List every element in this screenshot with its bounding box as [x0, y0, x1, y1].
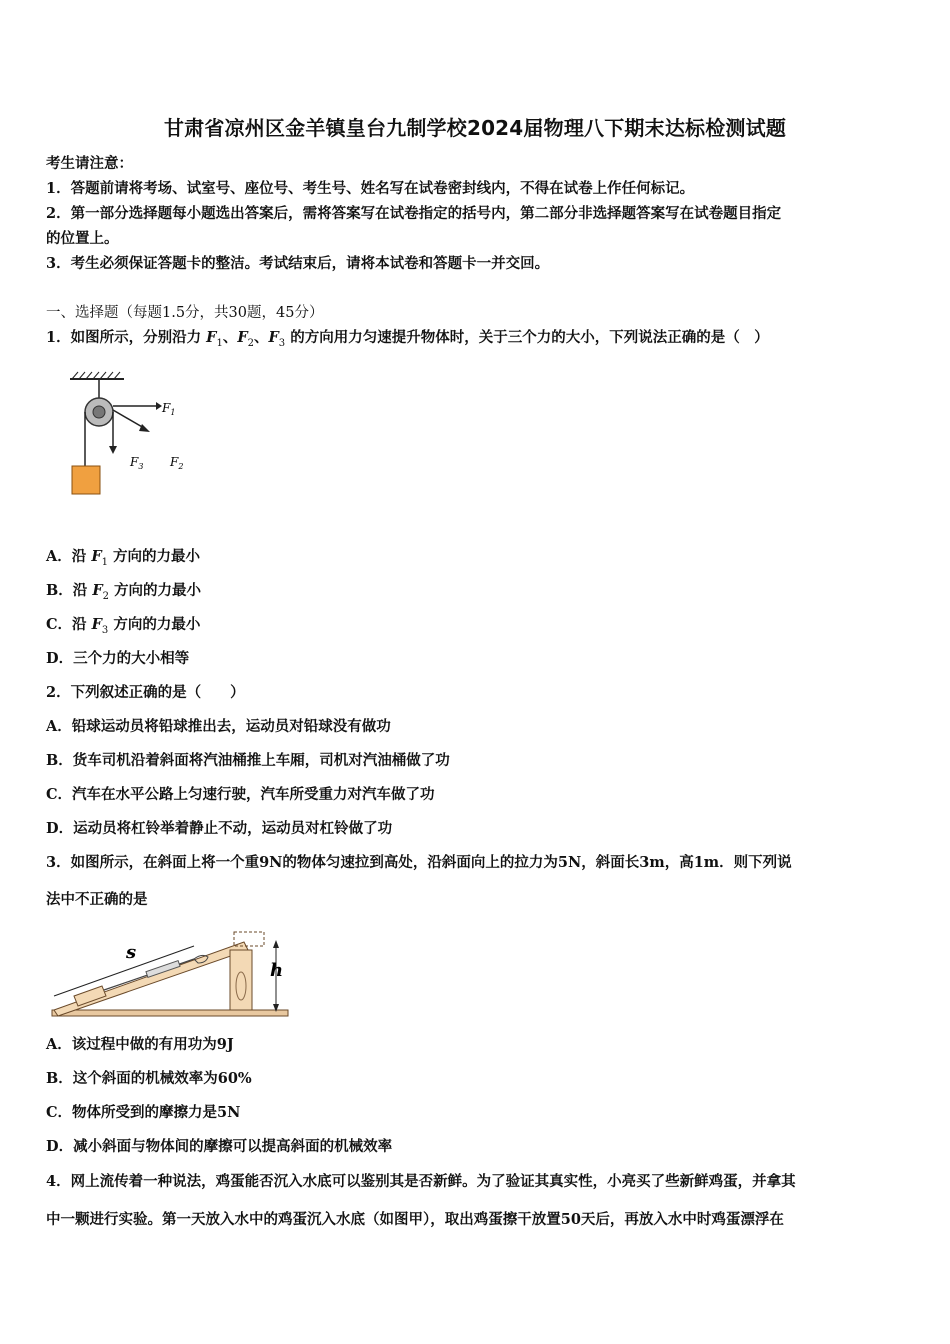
q2-option-d: D．运动员将杠铃举着静止不动，运动员对杠铃做了功	[46, 820, 393, 837]
pulley-figure	[62, 370, 202, 502]
q1-f1-sub: 1	[216, 337, 223, 349]
support-block	[230, 950, 252, 1010]
pulley-axle	[93, 406, 105, 418]
q1-f3: F	[268, 329, 279, 346]
label-f1: $F_1$	[162, 401, 176, 417]
label-f3: $F_3$	[130, 455, 144, 471]
q2-option-a: A．铅球运动员将铅球推出去，运动员对铅球没有做功	[46, 718, 391, 735]
q3-option-c: C．物体所受到的摩擦力是5N	[46, 1104, 241, 1121]
incline-plank	[54, 942, 248, 1016]
q4-stem-1: 4．网上流传着一种说法，鸡蛋能否沉入水底可以鉴别其是否新鲜。为了验证其真实性，小亮买了些新鲜鸡蛋，并拿其	[46, 1173, 796, 1190]
weight-block	[72, 466, 100, 494]
q1-f2-sub: 2	[247, 337, 254, 349]
q1-option-b: B．沿 $F_2$ 方向的力最小	[46, 582, 202, 602]
q2-option-b: B．货车司机沿着斜面将汽油桶推上车厢，司机对汽油桶做了功	[46, 752, 450, 769]
q1-f2: F	[237, 329, 248, 346]
q3-option-b: B．这个斜面的机械效率为60%	[46, 1070, 252, 1087]
section-heading: 一、选择题（每题1.5分，共30题，45分）	[46, 305, 324, 321]
q1-sep2: 、	[253, 329, 269, 346]
notice-heading: 考生请注意：	[46, 155, 133, 172]
exam-title: 甘肃省凉州区金羊镇皇台九制学校2024届物理八下期末达标检测试题	[163, 116, 787, 140]
q1-f3-sub: 3	[278, 337, 286, 349]
q3-option-d: D．减小斜面与物体间的摩擦可以提高斜面的机械效率	[46, 1138, 393, 1155]
q3-option-a: A．该过程中做的有用功为9J	[46, 1036, 234, 1053]
notice-item-2: 2．第一部分选择题每小题选出答案后，需将答案写在试卷指定的括号内，第二部分非选择题答案写在试卷题目指定	[46, 205, 782, 222]
q2-stem: 2．下列叙述正确的是（ ）	[46, 684, 245, 701]
notice-item-2-cont: 的位置上。	[46, 230, 119, 247]
label-f2: $F_2$	[170, 455, 184, 471]
notice-item-3: 3．考生必须保证答题卡的整洁。考试结束后，请将本试卷和答题卡一并交回。	[46, 255, 550, 272]
incline-figure	[44, 924, 294, 1020]
label-s: s	[126, 942, 137, 963]
q1-sep1: 、	[222, 329, 238, 346]
q1-option-a: A．沿 $F_1$ 方向的力最小	[46, 548, 201, 568]
q4-stem-2: 中一颗进行实验。第一天放入水中的鸡蛋沉入水底（如图甲），取出鸡蛋擦干放置50天后，再放入水中时鸡蛋漂浮在	[46, 1211, 784, 1228]
label-h: h	[270, 960, 284, 981]
q3-stem-1: 3．如图所示，在斜面上将一个重9N的物体匀速拉到高处，沿斜面向上的拉力为5N，斜面长3m，高1m．则下列说	[46, 854, 792, 871]
q1-stem-a: 1．如图所示，分别沿力	[46, 329, 207, 346]
q2-option-c: C．汽车在水平公路上匀速行驶，汽车所受重力对汽车做了功	[46, 786, 435, 803]
q1-stem-b: 的方向用力匀速提升物体时，关于三个力的大小，下列说法正确的是（ ）	[285, 329, 769, 346]
q1-stem	[46, 326, 769, 349]
q1-option-d: D．三个力的大小相等	[46, 650, 190, 667]
arrow-f2	[113, 410, 144, 428]
q1-f1: F	[206, 329, 217, 346]
arrow-f3-head	[109, 446, 117, 454]
ground-board	[52, 1010, 288, 1016]
ceiling-hatch	[72, 372, 120, 379]
h-arrow-top	[273, 940, 279, 948]
notice-item-1: 1．答题前请将考场、试室号、座位号、考生号、姓名写在试卷密封线内，不得在试卷上作任何标记。	[46, 180, 695, 197]
q1-option-c: C．沿 $F_3$ 方向的力最小	[46, 616, 201, 636]
q3-stem-2: 法中不正确的是	[46, 891, 148, 908]
